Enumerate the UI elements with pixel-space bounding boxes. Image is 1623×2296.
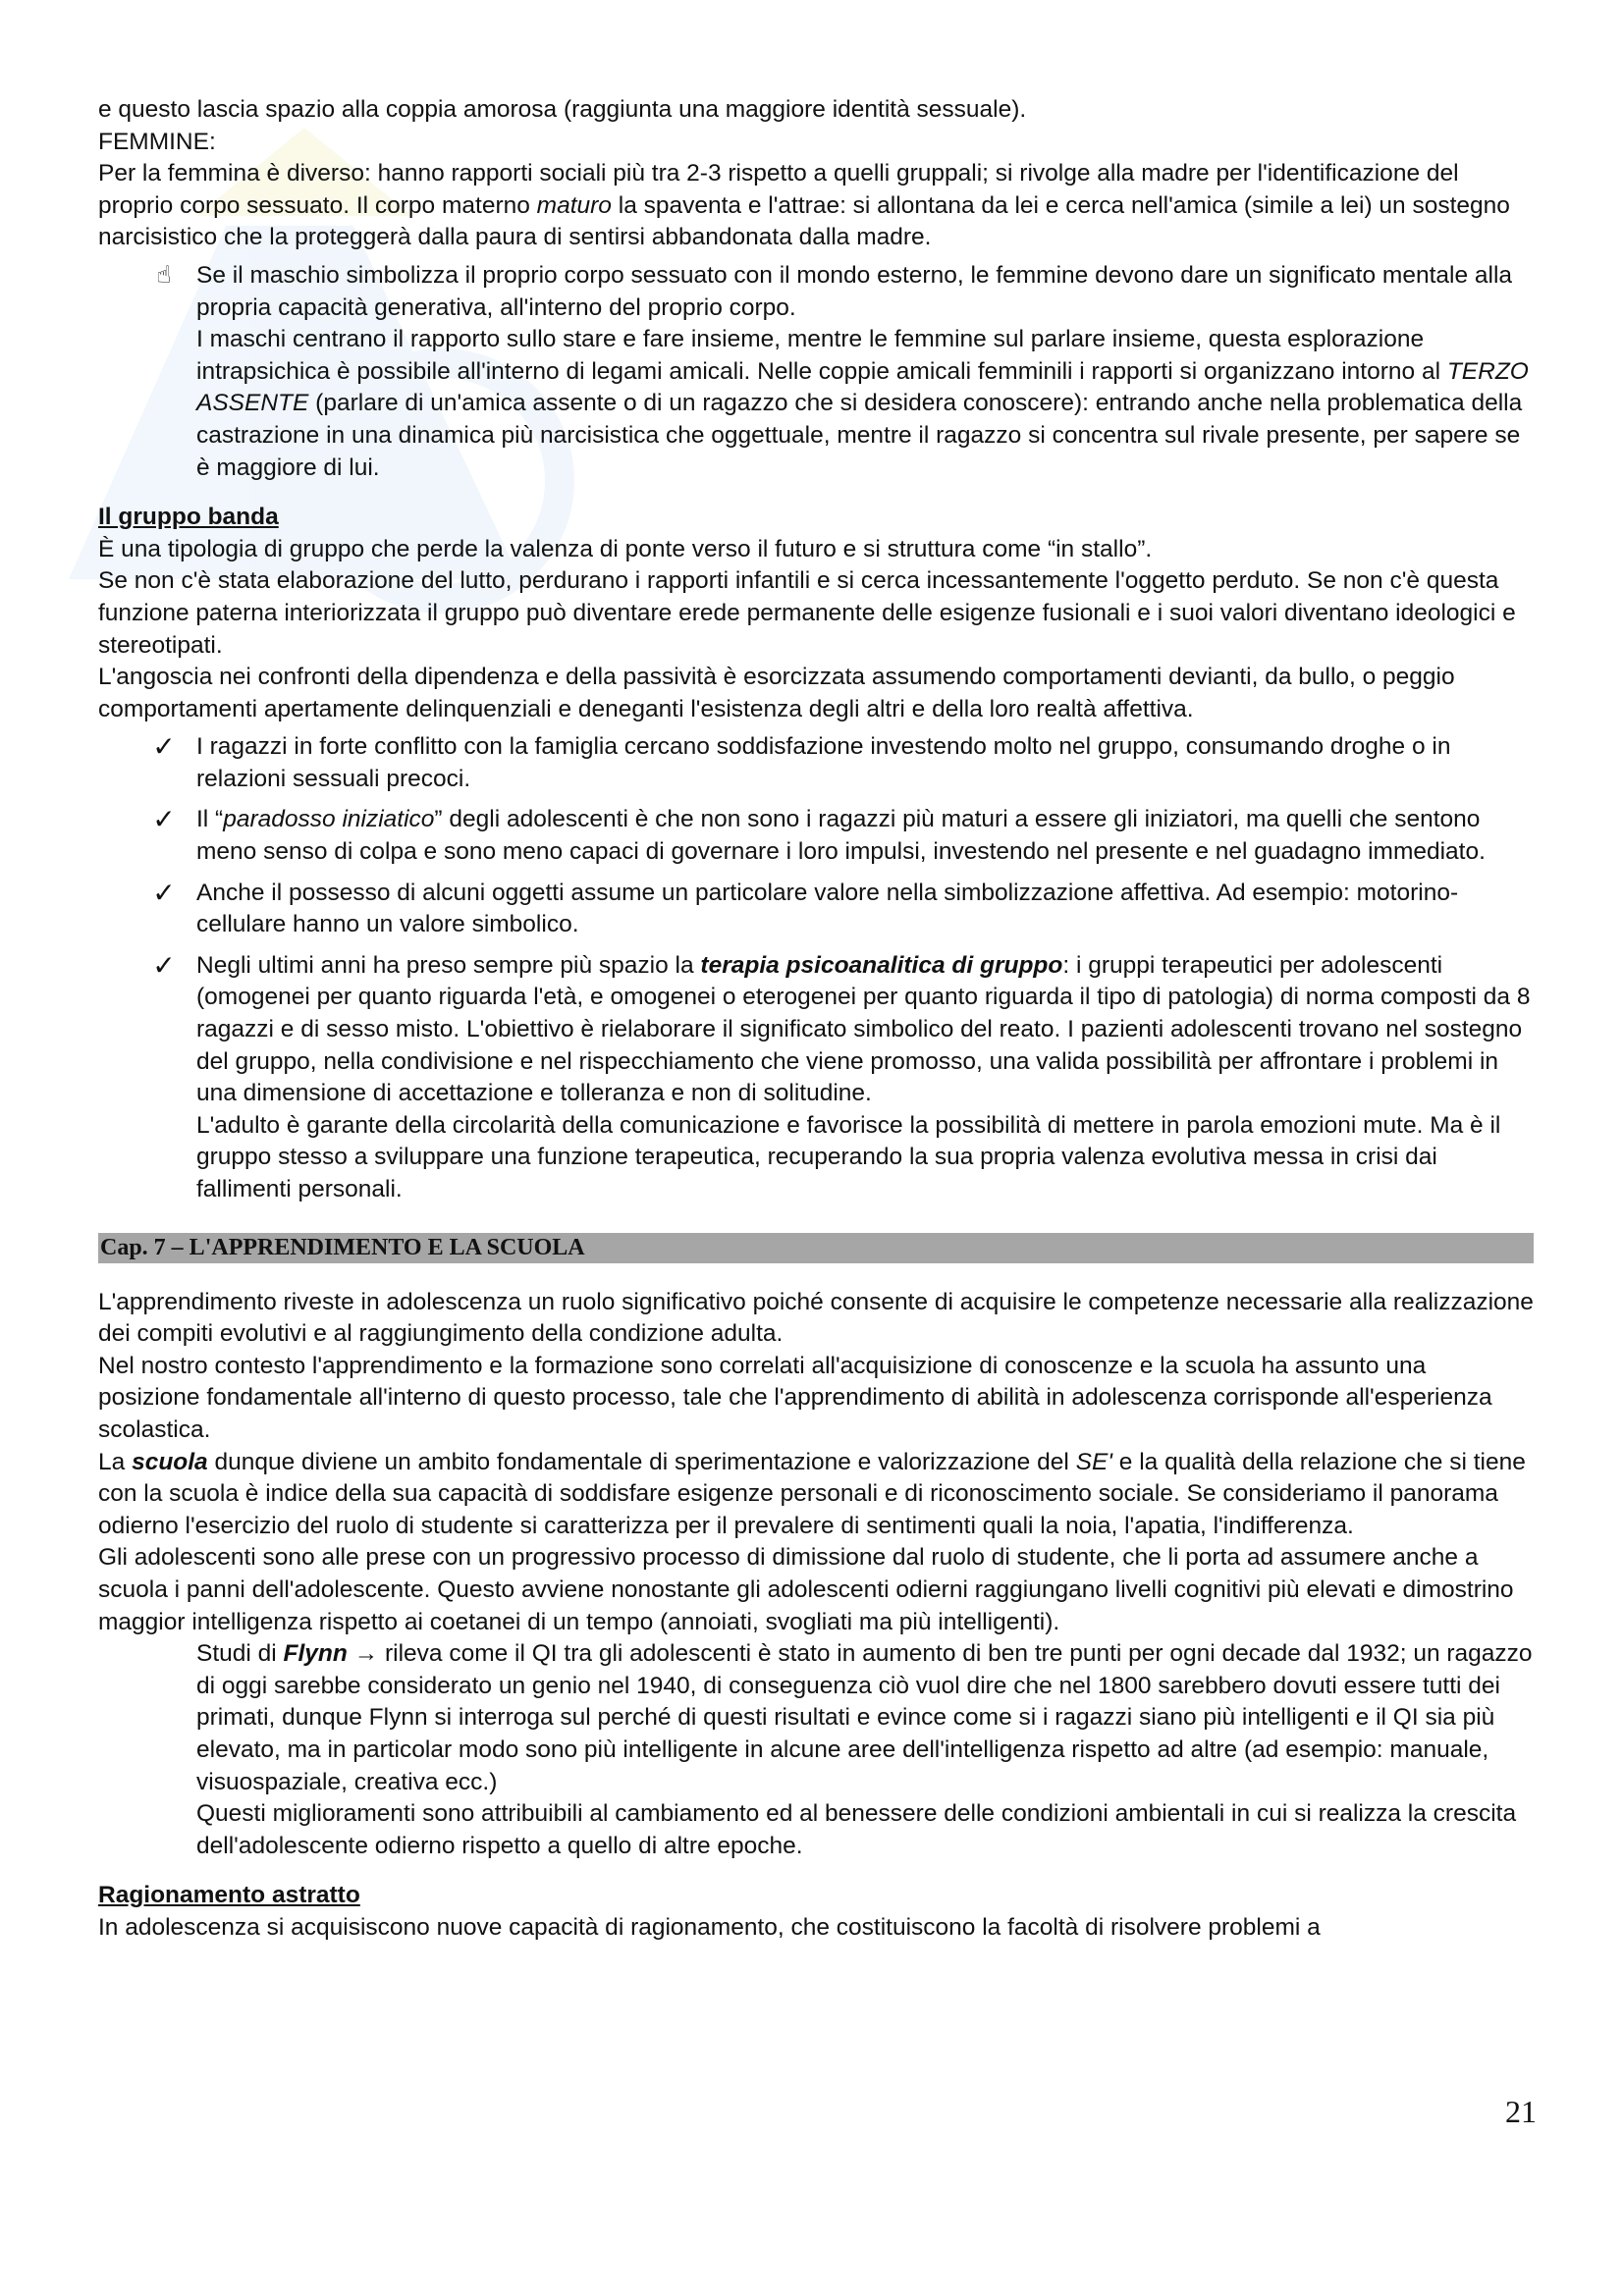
paragraph-cap7-2: Nel nostro contesto l'apprendimento e la formazione sono correlati all'acquisizione di conoscenze e la scuola ha assunto una posizione fondamentale all'interno di questo processo, tale che l'apprendimento di abilità in adolescenza corrisponde all'esperienza scolastica.: [98, 1352, 1492, 1443]
paragraph-coppia: e questo lascia spazio alla coppia amorosa (raggiunta una maggiore identità sessuale).: [98, 96, 1027, 123]
list-item: ✓ Negli ultimi anni ha preso sempre più spazio la terapia psicoanalitica di gruppo: i gruppi terapeutici per adolescenti (omogenei per quanto riguarda l'età, e omogenei o eterogenei per quanto riguarda il tipo di patologia) di norma composti da 8 ragazzi e di sesso misto. L'obiettivo è rielaborare il significato simbolico del reato. I pazienti adolescenti trovano nel sostegno del gruppo, nella condivisione e nel rispecchiamento che viene promosso, una valida possibilità per affrontare i problemi in una dimensione di accettazione e tolleranza e non di solitudine. L'adulto è garante della circolarità della comunicazione e favorisce la possibilità di mettere in parola emozioni mute. Ma è il gruppo stesso a sviluppare una funzione terapeutica, recuperando la sua propria valenza evolutiva messa in crisi dai fallimenti personali.: [98, 950, 1534, 1206]
paragraph-banda-3: L'angoscia nei confronti della dipendenza e della passività è esorcizzata assumendo comportamenti devianti, da bullo, o peggio comportamenti apertamente delinquenziali e deneganti l'esistenza degli altri e della loro realtà affettiva.: [98, 664, 1455, 722]
paragraph-ragionamento: In adolescenza si acquisiscono nuove capacità di ragionamento, che costituiscono la facoltà di risolvere problemi a: [98, 1913, 1321, 1941]
list-item: ✓ Anche il possesso di alcuni oggetti assume un particolare valore nella simbolizzazione affettiva. Ad esempio: motorino-cellulare hanno un valore simbolico.: [98, 878, 1534, 941]
checkmark-icon: ✓: [152, 803, 176, 836]
document-page: [98, 94, 1534, 1944]
paragraph-femmina: Per la femmina è diverso: hanno rapporti sociali più tra 2-3 rispetto a quelli gruppali; si rivolge alla madre per l'identificazione del proprio corpo sessuato. Il corpo materno maturo la spaventa e l'attrae: si allontana da lei e cerca nell'amica (simile a lei) un sostegno narcisistico che la proteggerà dalla paura di sentirsi abbandonata dalla madre.: [98, 160, 1510, 251]
paragraph-banda-1: È una tipologia di gruppo che perde la valenza di ponte verso il futuro e si struttura come “in stallo”.: [98, 535, 1153, 562]
list-item-pointing: ☝ Se il maschio simbolizza il proprio corpo sessuato con il mondo esterno, le femmine devono dare un significato mentale alla propria capacità generativa, all'interno del proprio corpo. I maschi centrano il rapporto sullo stare e fare insieme, mentre le femmine sul parlare insieme, questa esplorazione intrapsichica è possibile all'interno di legami amicali. Nelle coppie amicali femminili i rapporti si organizzano intorno al TERZO ASSENTE (parlare di un'amica assente o di un ragazzo che si desidera conoscere): entrando anche nella problematica della castrazione in una dinamica più narcisistica che oggettuale, mentre il ragazzo si concentra sul rivale presente, per sapere se è maggiore di lui.: [98, 260, 1534, 484]
page-number: 21: [1505, 2094, 1537, 2129]
femmine-label: FEMMINE:: [98, 128, 216, 155]
check-list: [98, 731, 1534, 1205]
chapter-title-bar: Cap. 7 – L'APPRENDIMENTO E LA SCUOLA: [98, 1233, 1534, 1263]
list-item: ✓ Il “paradosso iniziatico” degli adolescenti è che non sono i ragazzi più maturi a essere gli iniziatori, ma quelli che sentono meno senso di colpa e sono meno capaci di governare i loro impulsi, investendo nel presente e nel guadagno immediato.: [98, 804, 1534, 868]
flynn-block: Studi di Flynn → rileva come il QI tra gli adolescenti è stato in aumento di ben tre punti per ogni decade dal 1932; un ragazzo di oggi sarebbe considerato un genio nel 1940, di conseguenza ciò vuol dire che nel 1800 sarebbero dovuti essere tutti dei primati, dunque Flynn si interroga sul perché di questi risultati e evince come si i ragazzi siano più intelligenti e il QI sia più elevato, ma in particolar modo sono più intelligente in alcune aree dell'intelligenza rispetto ad altre (ad esempio: manuale, visuospaziale, creativa ecc.) Questi miglioramenti sono attribuibili al cambiamento ed al benessere delle condizioni ambientali in cui si realizza la crescita dell'adolescente odierno rispetto a quello di altre epoche.: [196, 1640, 1533, 1859]
list-item: ✓ I ragazzi in forte conflitto con la famiglia cercano soddisfazione investendo molto nel gruppo, consumando droghe o in relazioni sessuali precoci.: [98, 731, 1534, 795]
pointing-hand-icon: ☝: [156, 261, 172, 289]
section-heading-gruppo-banda: Il gruppo banda: [98, 504, 279, 531]
paragraph-cap7-3: La scuola dunque diviene un ambito fondamentale di sperimentazione e valorizzazione del SE' e la qualità della relazione che si tiene con la scuola è indice della sua capacità di soddisfare esigenze personali e di riconoscimento sociale. Se consideriamo il panorama odierno l'esercizio del ruolo di studente si caratterizza per il prevalere di sentimenti quali la noia, l'apatia, l'indifferenza.: [98, 1448, 1526, 1539]
checkmark-icon: ✓: [152, 730, 176, 764]
section-heading-ragionamento: Ragionamento astratto: [98, 1882, 360, 1909]
paragraph-cap7-4: Gli adolescenti sono alle prese con un progressivo processo di dimissione dal ruolo di studente, che li porta ad assumere anche a scuola i panni dell'adolescente. Questo avviene nonostante gli adolescenti odierni raggiungano livelli cognitivi più elevati e dimostrino maggior intelligenza rispetto ai coetanei di un tempo (annoiati, svogliati ma più intelligenti).: [98, 1544, 1514, 1635]
paragraph-cap7-1: L'apprendimento riveste in adolescenza un ruolo significativo poiché consente di acquisire le competenze necessarie alla realizzazione dei compiti evolutivi e al raggiungimento della condizione adulta.: [98, 1288, 1534, 1348]
checkmark-icon: ✓: [152, 948, 176, 982]
paragraph-banda-2: Se non c'è stata elaborazione del lutto, perdurano i rapporti infantili e si cerca incessantemente l'oggetto perduto. Se non c'è questa funzione paterna interiorizzata il gruppo può diventare erede permanente delle esigenze fusionali e i suoi valori diventano ideologici e stereotipati.: [98, 567, 1516, 659]
checkmark-icon: ✓: [152, 876, 176, 909]
